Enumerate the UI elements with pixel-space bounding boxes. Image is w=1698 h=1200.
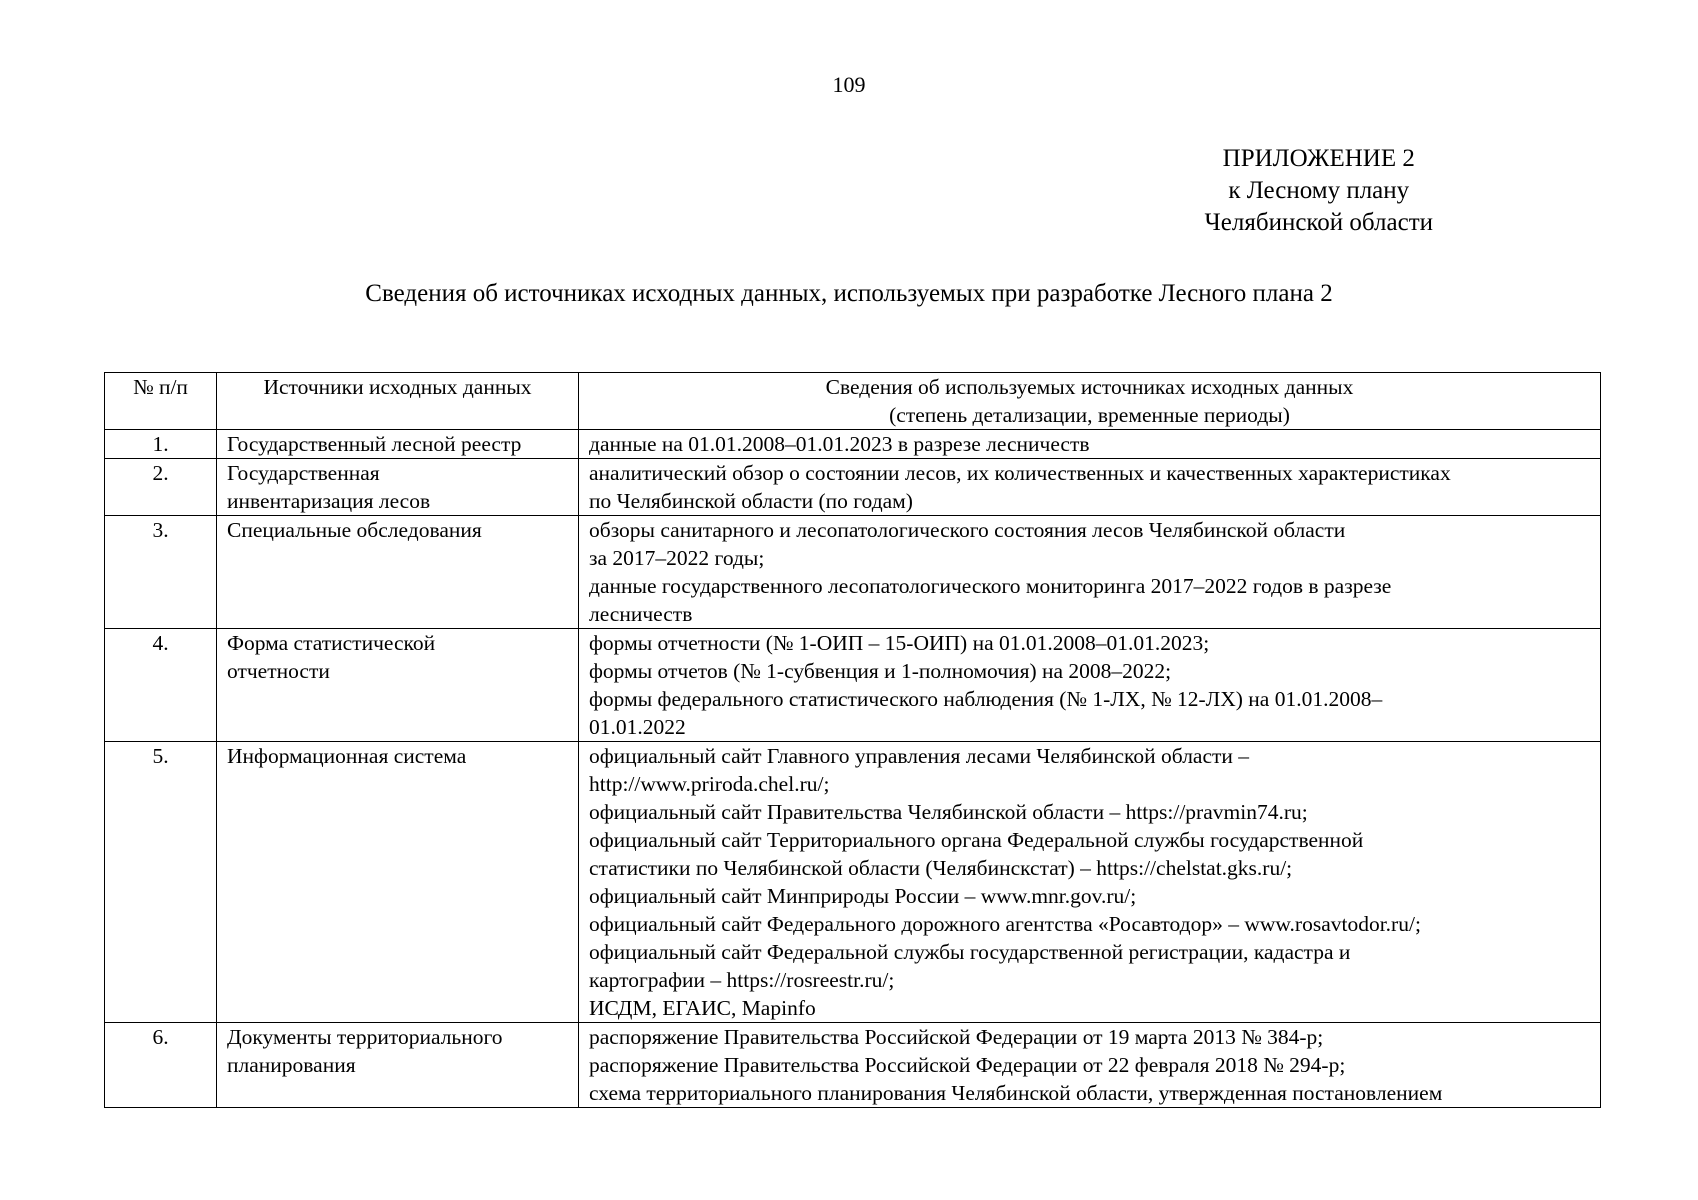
- appendix-region: Челябинской области: [1204, 209, 1433, 236]
- appendix-heading: [1205, 143, 1433, 239]
- info-line: за 2017–2022 годы;: [589, 546, 765, 570]
- table-row: [105, 516, 1601, 629]
- page-number: 109: [832, 72, 866, 97]
- table-row: [105, 629, 1601, 742]
- info-line: официальный сайт Территориального органа Федеральной службы государственной: [589, 828, 1364, 852]
- info-line: обзоры санитарного и лесопатологического состояния лесов Челябинской области: [589, 518, 1346, 542]
- source-line: отчетности: [227, 659, 330, 683]
- table-row: [105, 430, 1601, 459]
- row-number: 1.: [105, 430, 217, 459]
- info-line: официальный сайт Федеральной службы государственной регистрации, кадастра и: [589, 940, 1351, 964]
- info-line: лесничеств: [589, 602, 693, 626]
- table-header: [105, 373, 1601, 430]
- info-line: аналитический обзор о состоянии лесов, их количественных и качественных характеристиках: [589, 461, 1451, 485]
- info-line: картографии – https://rosreestr.ru/;: [589, 968, 895, 992]
- row-number: 4.: [105, 629, 217, 742]
- info-line: ИСДМ, ЕГАИС, Mapinfo: [589, 996, 816, 1020]
- header-info-line: (степень детализации, временные периоды): [889, 403, 1290, 427]
- info-line: официальный сайт Правительства Челябинской области – https://pravmin74.ru;: [589, 800, 1308, 824]
- row-number: 3.: [105, 516, 217, 629]
- appendix-subtitle: к Лесному плану: [1228, 177, 1410, 204]
- header-row: [105, 373, 1601, 430]
- table-row: [105, 742, 1601, 1023]
- info-line: официальный сайт Главного управления лесами Челябинской области –: [589, 744, 1250, 768]
- source-line: Специальные обследования: [227, 518, 482, 542]
- row-info: [579, 1023, 1601, 1108]
- source-line: планирования: [227, 1053, 356, 1077]
- info-line: схема территориального планирования Челябинской области, утвержденная постановлением: [589, 1081, 1443, 1105]
- table-body: [105, 430, 1601, 1108]
- info-line: по Челябинской области (по годам): [589, 489, 913, 513]
- appendix-label: ПРИЛОЖЕНИЕ 2: [1222, 145, 1415, 172]
- source-line: Информационная система: [227, 744, 467, 768]
- info-line: официальный сайт Минприроды России – www.mnr.gov.ru/;: [589, 884, 1137, 908]
- document-title: Сведения об источниках исходных данных, используемых при разработке Лесного плана 2: [365, 280, 1333, 307]
- info-line: формы отчетности (№ 1-ОИП – 15-ОИП) на 01.01.2008–01.01.2023;: [589, 631, 1210, 655]
- row-number: 5.: [105, 742, 217, 1023]
- info-line: 01.01.2022: [589, 715, 686, 739]
- info-line: статистики по Челябинской области (Челябинскстат) – https://chelstat.gks.ru/;: [589, 856, 1293, 880]
- source-line: Государственная: [227, 461, 380, 485]
- table-row: [105, 1023, 1601, 1108]
- source-line: Форма статистической: [227, 631, 436, 655]
- info-line: http://www.priroda.chel.ru/;: [589, 772, 830, 796]
- info-line: формы отчетов (№ 1-субвенция и 1-полномочия) на 2008–2022;: [589, 659, 1172, 683]
- info-line: формы федерального статистического наблюдения (№ 1-ЛХ, № 12-ЛХ) на 01.01.2008–: [589, 687, 1383, 711]
- row-info: [579, 629, 1601, 742]
- info-line: данные на 01.01.2008–01.01.2023 в разрезе лесничеств: [589, 432, 1090, 456]
- row-info: [579, 430, 1601, 459]
- source-line: Государственный лесной реестр: [227, 432, 522, 456]
- source-line: инвентаризация лесов: [227, 489, 431, 513]
- row-info: [579, 459, 1601, 516]
- row-info: [579, 516, 1601, 629]
- info-line: данные государственного лесопатологического мониторинга 2017–2022 годов в разрезе: [589, 574, 1392, 598]
- row-source: [217, 516, 579, 629]
- row-number: 2.: [105, 459, 217, 516]
- row-source: [217, 459, 579, 516]
- header-info: [579, 373, 1601, 430]
- sources-table: [104, 372, 1601, 1108]
- info-line: официальный сайт Федерального дорожного агентства «Росавтодор» – www.rosavtodor.ru/;: [589, 912, 1421, 936]
- source-line: Документы территориального: [227, 1025, 503, 1049]
- row-number: 6.: [105, 1023, 217, 1108]
- table-row: [105, 459, 1601, 516]
- header-source: Источники исходных данных: [217, 373, 579, 430]
- header-num: № п/п: [105, 373, 217, 430]
- info-line: распоряжение Правительства Российской Федерации от 19 марта 2013 № 384-р;: [589, 1025, 1324, 1049]
- info-line: распоряжение Правительства Российской Федерации от 22 февраля 2018 № 294-р;: [589, 1053, 1346, 1077]
- row-source: [217, 742, 579, 1023]
- row-source: [217, 629, 579, 742]
- row-source: [217, 430, 579, 459]
- row-info: [579, 742, 1601, 1023]
- header-info-line: Сведения об используемых источниках исходных данных: [825, 375, 1354, 399]
- row-source: [217, 1023, 579, 1108]
